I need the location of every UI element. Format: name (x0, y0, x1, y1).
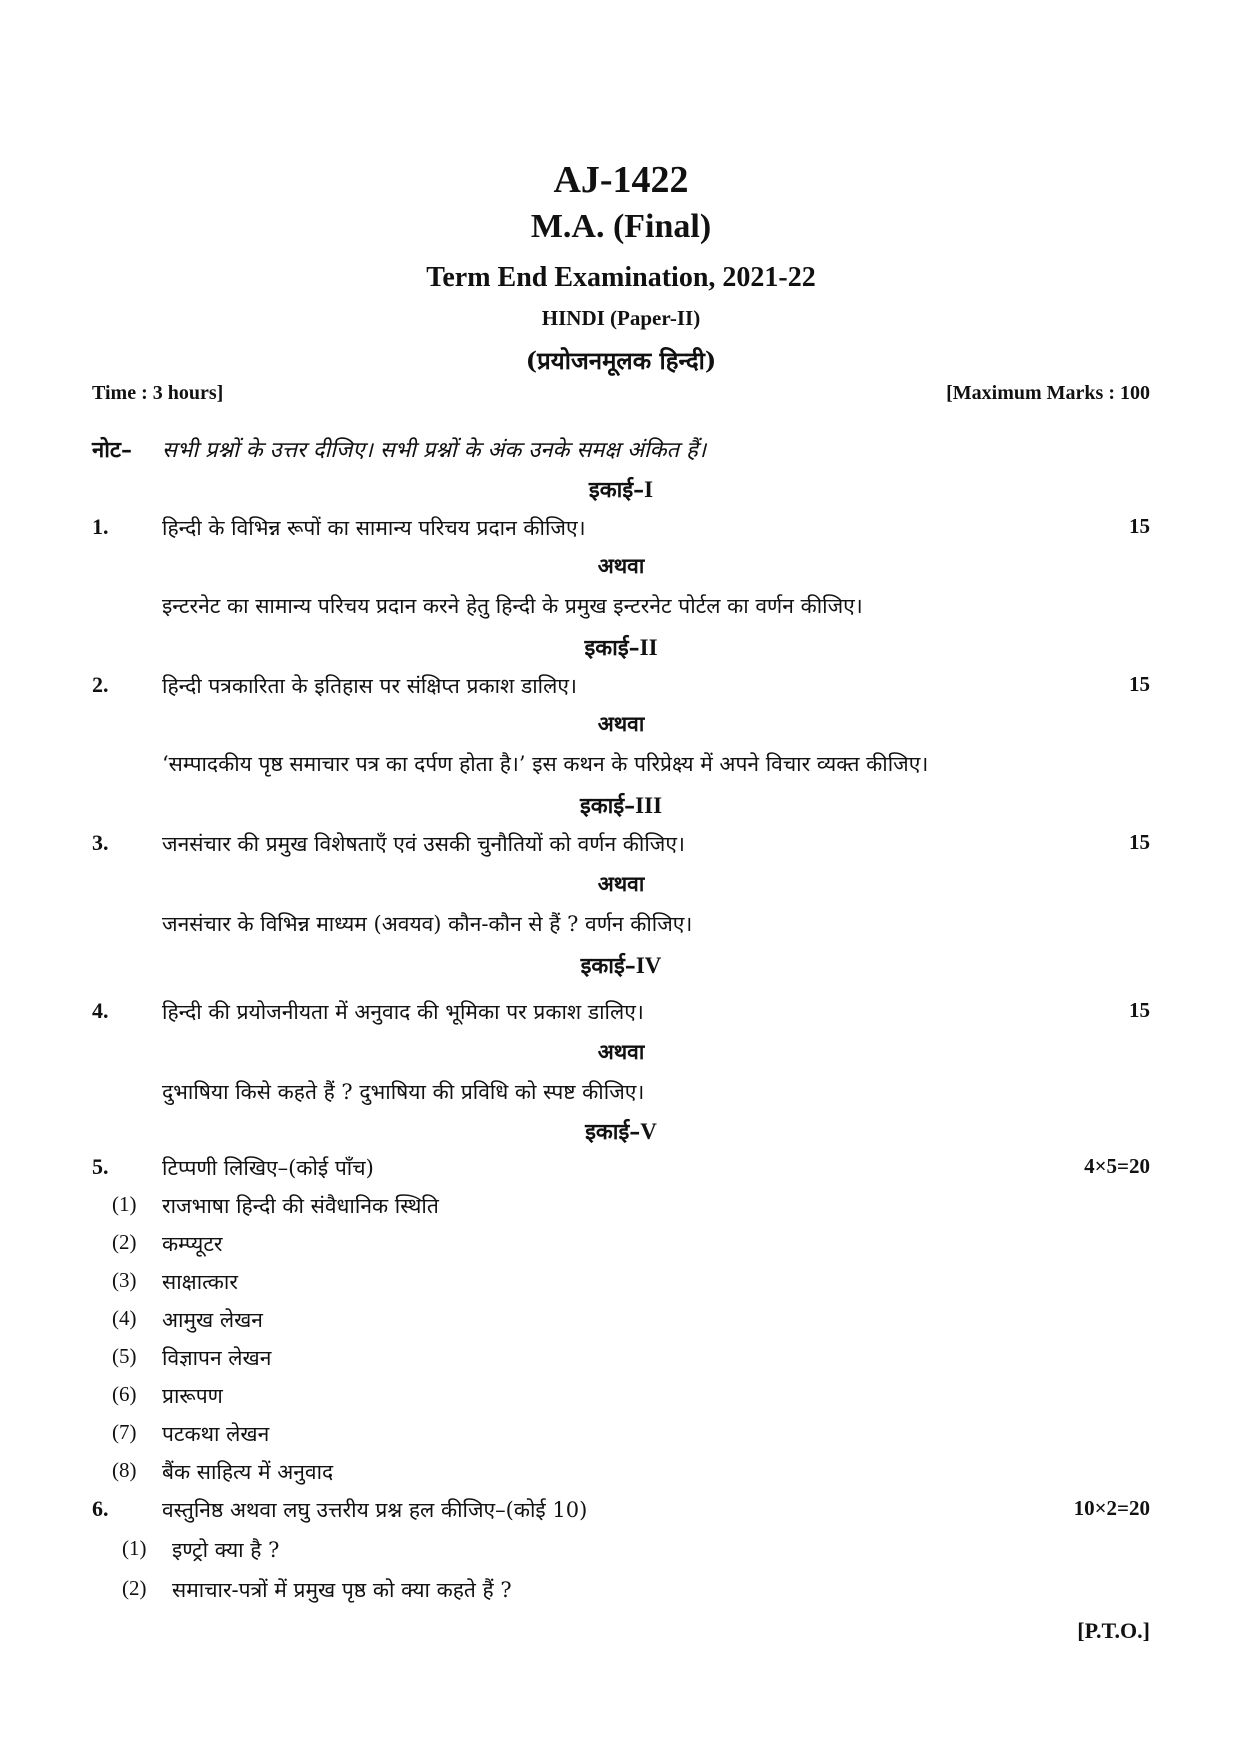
question-number: 4. (92, 998, 109, 1023)
question-text: वस्तुनिष्ठ अथवा लघु उत्तरीय प्रश्न हल कीजिए–(कोई 10) (162, 1498, 588, 1522)
unit-prefix: इकाई– (580, 953, 636, 979)
unit-prefix: इकाई– (588, 477, 645, 503)
question-marks: 15 (1129, 514, 1150, 538)
sub-item-number: (4) (112, 1306, 137, 1330)
sub-item-number: (2) (112, 1230, 137, 1254)
sub-item-text: राजभाषा हिन्दी की संवैधानिक स्थिति (162, 1194, 439, 1218)
please-turn-over: [P.T.O.] (1077, 1618, 1150, 1643)
paper-title: (प्रयोजनमूलक हिन्दी) (525, 346, 717, 375)
question-text: टिप्पणी लिखिए–(कोई पाँच) (162, 1156, 374, 1180)
course-name: M.A. (Final) (530, 208, 712, 245)
question-text: हिन्दी पत्रकारिता के इतिहास पर संक्षिप्त प्रकाश डालिए। (162, 674, 577, 698)
note-label: नोट– (92, 437, 132, 463)
sub-item-text: पटकथा लेखन (162, 1422, 270, 1446)
paper-code: AJ-1422 (553, 159, 689, 201)
sub-item-number: (6) (112, 1382, 137, 1406)
sub-item-number: (8) (112, 1458, 137, 1482)
alternative-question: दुभाषिया किसे कहते हैं ? दुभाषिया की प्रविधि को स्पष्ट कीजिए। (162, 1080, 645, 1104)
unit-prefix: इकाई– (584, 635, 640, 661)
unit-heading (0, 1116, 1242, 1146)
question-text: हिन्दी के विभिन्न रूपों का सामान्य परिचय प्रदान कीजिए। (162, 516, 586, 540)
or-label: अथवा (597, 871, 645, 896)
sub-item-number: (1) (112, 1192, 137, 1216)
question-text: जनसंचार की प्रमुख विशेषताएँ एवं उसकी चुनौतियों को वर्णन कीजिए। (162, 832, 685, 856)
unit-roman: II (639, 635, 658, 660)
sub-item-number: (7) (112, 1420, 137, 1444)
unit-roman: V (640, 1119, 657, 1144)
sub-item-text: आमुख लेखन (162, 1308, 263, 1332)
unit-roman: I (644, 477, 654, 502)
sub-item-text: बैंक साहित्य में अनुवाद (162, 1460, 334, 1484)
question-number: 1. (92, 514, 109, 539)
question-marks: 10×2=20 (1073, 1496, 1150, 1520)
subject-title: HINDI (Paper-II) (541, 306, 701, 330)
alternative-question: ‘सम्पादकीय पृष्ठ समाचार पत्र का दर्पण होता है।’ इस कथन के परिप्रेक्ष्य में अपने विचार व्यक्त कीजिए। (162, 752, 929, 776)
question-text: हिन्दी की प्रयोजनीयता में अनुवाद की भूमिका पर प्रकाश डालिए। (162, 1000, 644, 1024)
sub-item-number: (5) (112, 1344, 137, 1368)
question-number: 5. (92, 1154, 109, 1179)
sub-item-text: कम्प्यूटर (162, 1232, 223, 1256)
or-label: अथवा (597, 1039, 645, 1064)
question-marks: 4×5=20 (1084, 1154, 1150, 1178)
time-allowed: Time : 3 hours] (92, 382, 224, 404)
exam-title: Term End Examination, 2021-22 (426, 262, 816, 293)
maximum-marks: [Maximum Marks : 100 (946, 382, 1150, 404)
question-marks: 15 (1129, 998, 1150, 1022)
or-label: अथवा (597, 711, 645, 736)
sub-item-number: (1) (122, 1536, 147, 1560)
alternative-question: जनसंचार के विभिन्न माध्यम (अवयव) कौन-कौन से हैं ? वर्णन कीजिए। (162, 912, 693, 936)
or-label: अथवा (597, 553, 645, 578)
question-number: 3. (92, 830, 109, 855)
unit-heading (0, 950, 1242, 980)
sub-item-text: समाचार-पत्रों में प्रमुख पृष्ठ को क्या कहते हैं ? (172, 1578, 512, 1602)
unit-heading (0, 790, 1242, 820)
unit-prefix: इकाई– (585, 1119, 641, 1145)
question-marks: 15 (1129, 830, 1150, 854)
sub-item-text: इण्ट्रो क्या है ? (172, 1538, 280, 1562)
note-text: सभी प्रश्नों के उत्तर दीजिए। सभी प्रश्नों के अंक उनके समक्ष अंकित हैं। (162, 438, 707, 463)
unit-roman: IV (635, 953, 662, 978)
unit-heading (0, 474, 1242, 504)
sub-item-number: (3) (112, 1268, 137, 1292)
alternative-question: इन्टरनेट का सामान्य परिचय प्रदान करने हेतु हिन्दी के प्रमुख इन्टरनेट पोर्टल का वर्णन कीजिए। (162, 594, 863, 618)
sub-item-text: प्रारूपण (162, 1384, 223, 1408)
question-marks: 15 (1129, 672, 1150, 696)
question-number: 2. (92, 672, 109, 697)
unit-roman: III (635, 793, 663, 818)
question-number: 6. (92, 1496, 109, 1521)
sub-item-text: विज्ञापन लेखन (162, 1346, 272, 1370)
unit-prefix: इकाई– (579, 793, 636, 819)
sub-item-number: (2) (122, 1576, 147, 1600)
unit-heading (0, 632, 1242, 662)
sub-item-text: साक्षात्कार (162, 1270, 238, 1294)
